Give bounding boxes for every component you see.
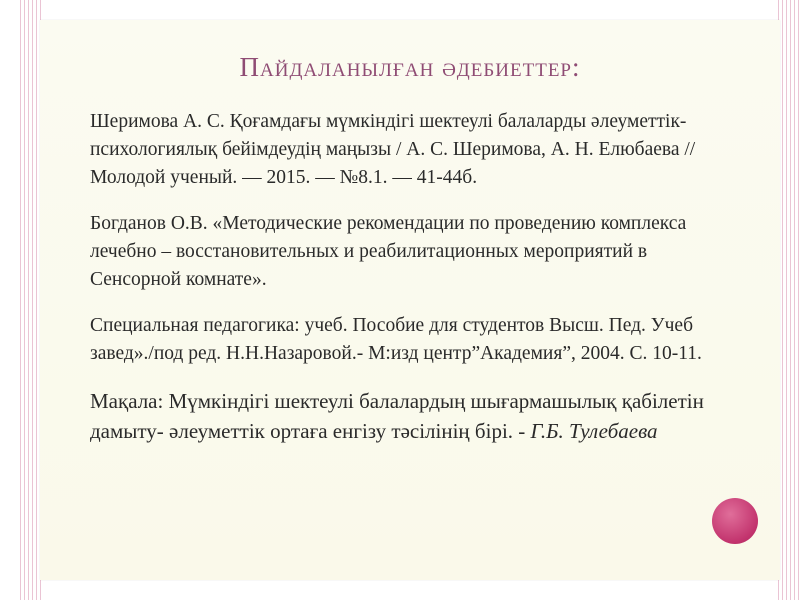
reference-item-4 [62,386,722,446]
reference-text: Специальная педагогика: учеб. Пособие для студентов Высш. Пед. Учеб завед»./под ред. Н.Н.Назаровой.- М:изд центр”Академия”, 2004. С. 10-11. [90,315,702,364]
right-stripe-border [778,0,800,600]
reference-author: Г.Б. Тулебаева [530,419,658,443]
reference-item-2 [62,210,722,294]
reference-text: Богданов О.В. «Методические рекомендации по проведению комплекса лечебно – восстановительных и реабилитационных мероприятий в Сенсорной комнате». [90,213,687,290]
decorative-circle [712,498,758,544]
reference-item-1 [62,108,722,192]
slide-title: Пайдаланылған әдебиеттер: [239,52,581,82]
reference-text: Мақала: Мүмкіндігі шектеулі балалардың шығармашылық қабілетін дамыту- әлеуметтік ортаға енгізу тәсілінің бірі. - [90,389,704,443]
reference-text: Шеримова А. С. Қоғамдағы мүмкіндігі шектеулі балаларды әлеуметтік-психологиялық бейімдеудің маңызы / А. С. Шеримова, А. Н. Елюбаева // Молодой ученый. — 2015. — №8.1. — 41-44б. [90,111,696,188]
references-list [62,108,722,464]
reference-item-3 [62,312,722,368]
left-stripe-border [20,0,42,600]
